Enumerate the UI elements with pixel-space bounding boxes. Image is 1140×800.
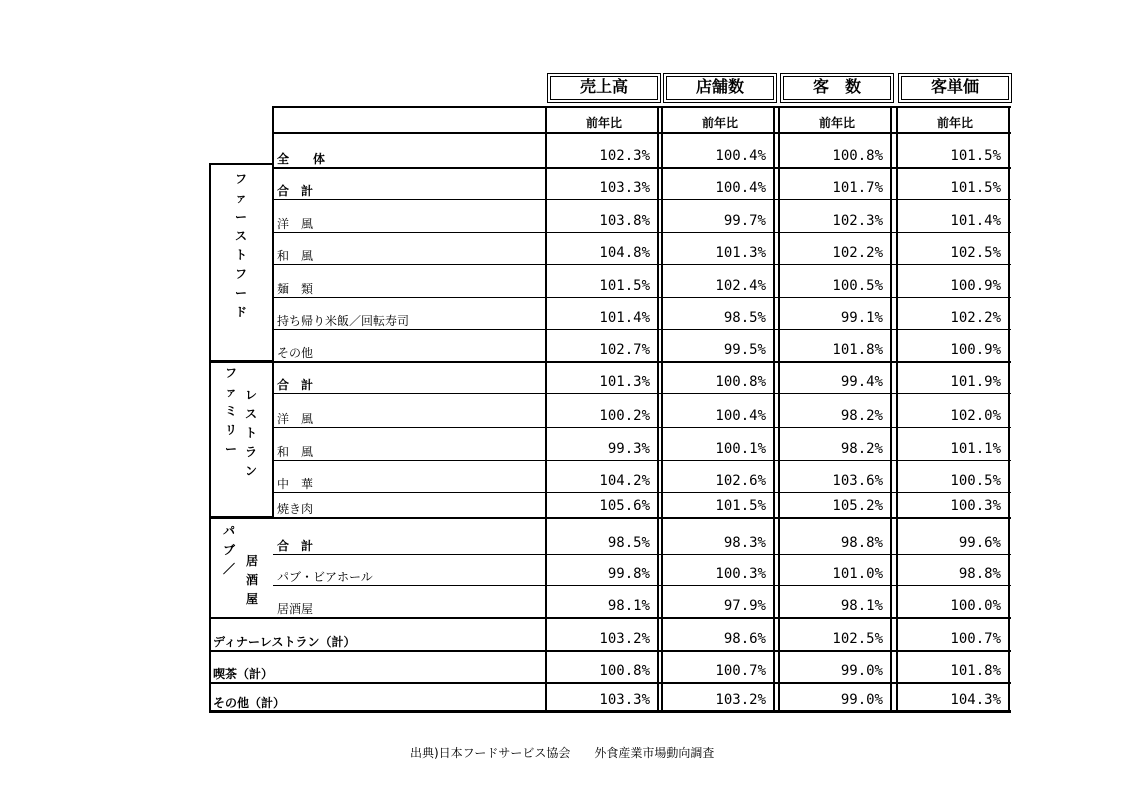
table-cell: 104.3%	[950, 692, 1001, 708]
category-rule	[209, 516, 273, 518]
table-cell: 103.2%	[715, 692, 766, 708]
category-char: ス	[234, 229, 247, 243]
category-char: フ	[234, 267, 247, 281]
table-cell: 98.8%	[840, 535, 883, 551]
row-rule	[273, 554, 1011, 555]
table-cell: 102.2%	[950, 310, 1001, 326]
header-rule	[273, 132, 1011, 134]
table-cell: 100.5%	[832, 278, 883, 294]
column-header: 客 数	[783, 76, 891, 100]
outer-border	[209, 163, 211, 712]
category-char: ト	[244, 426, 257, 440]
category-family-1	[220, 364, 242, 459]
column-border	[896, 106, 898, 712]
category-char: ミ	[224, 404, 237, 418]
table-cell: 101.5%	[950, 180, 1001, 196]
row-label: 合 計	[277, 184, 314, 198]
row-label: 全 体	[277, 152, 326, 166]
table-cell: 100.0%	[950, 598, 1001, 614]
table-cell: 101.0%	[832, 566, 883, 582]
table-cell: 101.1%	[950, 441, 1001, 457]
table-cell: 100.5%	[950, 473, 1001, 489]
row-label: 合 計	[277, 378, 314, 392]
category-pub-1	[218, 522, 240, 579]
table-cell: 103.3%	[599, 180, 650, 196]
column-border	[1008, 106, 1010, 712]
bottom-rule	[209, 710, 1011, 712]
column-header: 店舗数	[666, 76, 774, 100]
category-char: ド	[234, 305, 247, 319]
column-border	[661, 106, 663, 712]
table-cell: 98.5%	[723, 310, 766, 326]
column-subheader: 前年比	[585, 116, 622, 130]
table-cell: 98.3%	[723, 535, 766, 551]
column-border	[657, 106, 659, 712]
table-cell: 102.5%	[950, 245, 1001, 261]
row-label: 焼き肉	[277, 502, 314, 516]
column-header: 客単価	[901, 76, 1009, 100]
table-cell: 100.1%	[715, 441, 766, 457]
table-cell: 101.8%	[950, 663, 1001, 679]
column-border	[545, 106, 547, 712]
table-cell: 100.3%	[715, 566, 766, 582]
category-char: フ	[234, 172, 247, 186]
table-cell: 101.3%	[599, 374, 650, 390]
row-rule	[273, 297, 1011, 298]
row-rule	[273, 167, 1011, 169]
category-rule	[209, 360, 273, 362]
category-char: ト	[234, 248, 247, 262]
table-cell: 100.8%	[715, 374, 766, 390]
table-cell: 101.7%	[832, 180, 883, 196]
category-char: ス	[244, 407, 257, 421]
table-cell: 98.1%	[607, 598, 650, 614]
table-cell: 104.8%	[599, 245, 650, 261]
table-cell: 101.5%	[715, 498, 766, 514]
column-header: 売上高	[550, 76, 658, 100]
table-cell: 100.9%	[950, 342, 1001, 358]
category-char: 居	[245, 554, 258, 568]
table-cell: 100.8%	[599, 663, 650, 679]
row-label: 居酒屋	[277, 602, 314, 616]
table-cell: 102.5%	[832, 631, 883, 647]
table-cell: 103.2%	[599, 631, 650, 647]
table-cell: 103.3%	[599, 692, 650, 708]
category-char: ブ	[222, 543, 235, 557]
table-cell: 105.2%	[832, 498, 883, 514]
column-border	[773, 106, 775, 712]
table-cell: 104.2%	[599, 473, 650, 489]
table-cell: 99.1%	[840, 310, 883, 326]
source-note: 出典)日本フードサービス協会 外食産業市場動向調査	[410, 746, 715, 760]
table-cell: 103.6%	[832, 473, 883, 489]
row-label: ディナーレストラン（計）	[213, 635, 356, 649]
row-rule	[273, 264, 1011, 265]
table-cell: 98.5%	[607, 535, 650, 551]
table-cell: 98.1%	[840, 598, 883, 614]
table-cell: 99.4%	[840, 374, 883, 390]
row-label: 和 風	[277, 249, 314, 263]
table-cell: 100.7%	[715, 663, 766, 679]
category-char: レ	[244, 388, 257, 402]
category-char: ラ	[244, 445, 257, 459]
category-char: ／	[222, 562, 235, 576]
table-cell: 100.4%	[715, 180, 766, 196]
table-cell: 99.3%	[607, 441, 650, 457]
column-border	[890, 106, 892, 712]
row-label: 持ち帰り米飯／回転寿司	[277, 314, 410, 328]
table-cell: 98.6%	[723, 631, 766, 647]
table-cell: 100.3%	[950, 498, 1001, 514]
table-cell: 98.2%	[840, 408, 883, 424]
category-char: ン	[244, 464, 257, 478]
category-rule	[209, 163, 273, 165]
category-char: パ	[222, 524, 235, 538]
table-cell: 98.2%	[840, 441, 883, 457]
table-cell: 102.0%	[950, 408, 1001, 424]
row-rule	[273, 460, 1011, 461]
column-subheader: 前年比	[701, 116, 738, 130]
column-subheader: 前年比	[936, 116, 973, 130]
category-char: リ	[224, 423, 237, 437]
table-cell: 100.4%	[715, 148, 766, 164]
row-rule	[273, 492, 1011, 493]
table-cell: 99.6%	[958, 535, 1001, 551]
row-rule	[273, 232, 1011, 233]
table-cell: 102.6%	[715, 473, 766, 489]
table-cell: 101.3%	[715, 245, 766, 261]
table-cell: 98.8%	[958, 566, 1001, 582]
table-cell: 102.3%	[832, 213, 883, 229]
row-label: 洋 風	[277, 217, 314, 231]
table-cell: 102.2%	[832, 245, 883, 261]
row-label: その他（計）	[213, 696, 286, 710]
row-label: 合 計	[277, 539, 314, 553]
row-label: 洋 風	[277, 412, 314, 426]
table-cell: 97.9%	[723, 598, 766, 614]
table-cell: 101.4%	[950, 213, 1001, 229]
category-char: ァ	[224, 385, 237, 399]
category-char: 酒	[245, 573, 258, 587]
category-char: ァ	[234, 191, 247, 205]
category-fastfood	[230, 170, 252, 322]
column-subheader: 前年比	[818, 116, 855, 130]
row-label: 中 華	[277, 477, 314, 491]
table-cell: 102.7%	[599, 342, 650, 358]
row-label: 和 風	[277, 445, 314, 459]
row-rule	[273, 393, 1011, 394]
table-cell: 101.9%	[950, 374, 1001, 390]
table-cell: 100.2%	[599, 408, 650, 424]
category-pub-2	[241, 552, 263, 609]
table-cell: 99.0%	[840, 663, 883, 679]
row-label: その他	[277, 346, 314, 360]
table-cell: 99.8%	[607, 566, 650, 582]
category-char: 屋	[245, 592, 258, 606]
category-char: フ	[224, 366, 237, 380]
row-label: 喫茶（計）	[213, 667, 274, 681]
label-border	[272, 168, 274, 518]
table-cell: 101.8%	[832, 342, 883, 358]
table-cell: 100.9%	[950, 278, 1001, 294]
row-rule	[273, 329, 1011, 330]
category-char: ー	[234, 286, 247, 300]
table-cell: 99.7%	[723, 213, 766, 229]
table-cell: 100.8%	[832, 148, 883, 164]
table-cell: 102.4%	[715, 278, 766, 294]
row-rule	[273, 199, 1011, 200]
table-cell: 101.5%	[950, 148, 1001, 164]
category-char: ー	[224, 442, 237, 456]
table-cell: 100.7%	[950, 631, 1001, 647]
header-rule	[273, 106, 1011, 108]
row-rule	[273, 585, 1011, 586]
table-cell: 101.4%	[599, 310, 650, 326]
row-label: 麺 類	[277, 282, 314, 296]
table-cell: 100.4%	[715, 408, 766, 424]
table-cell: 99.5%	[723, 342, 766, 358]
column-border	[778, 106, 780, 712]
category-family-2	[240, 386, 262, 481]
table-cell: 101.5%	[599, 278, 650, 294]
table-cell: 102.3%	[599, 148, 650, 164]
table-cell: 103.8%	[599, 213, 650, 229]
table-cell: 105.6%	[599, 498, 650, 514]
row-label: パブ・ビアホール	[277, 570, 373, 584]
row-rule	[273, 427, 1011, 428]
table-cell: 99.0%	[840, 692, 883, 708]
category-char: ー	[234, 210, 247, 224]
